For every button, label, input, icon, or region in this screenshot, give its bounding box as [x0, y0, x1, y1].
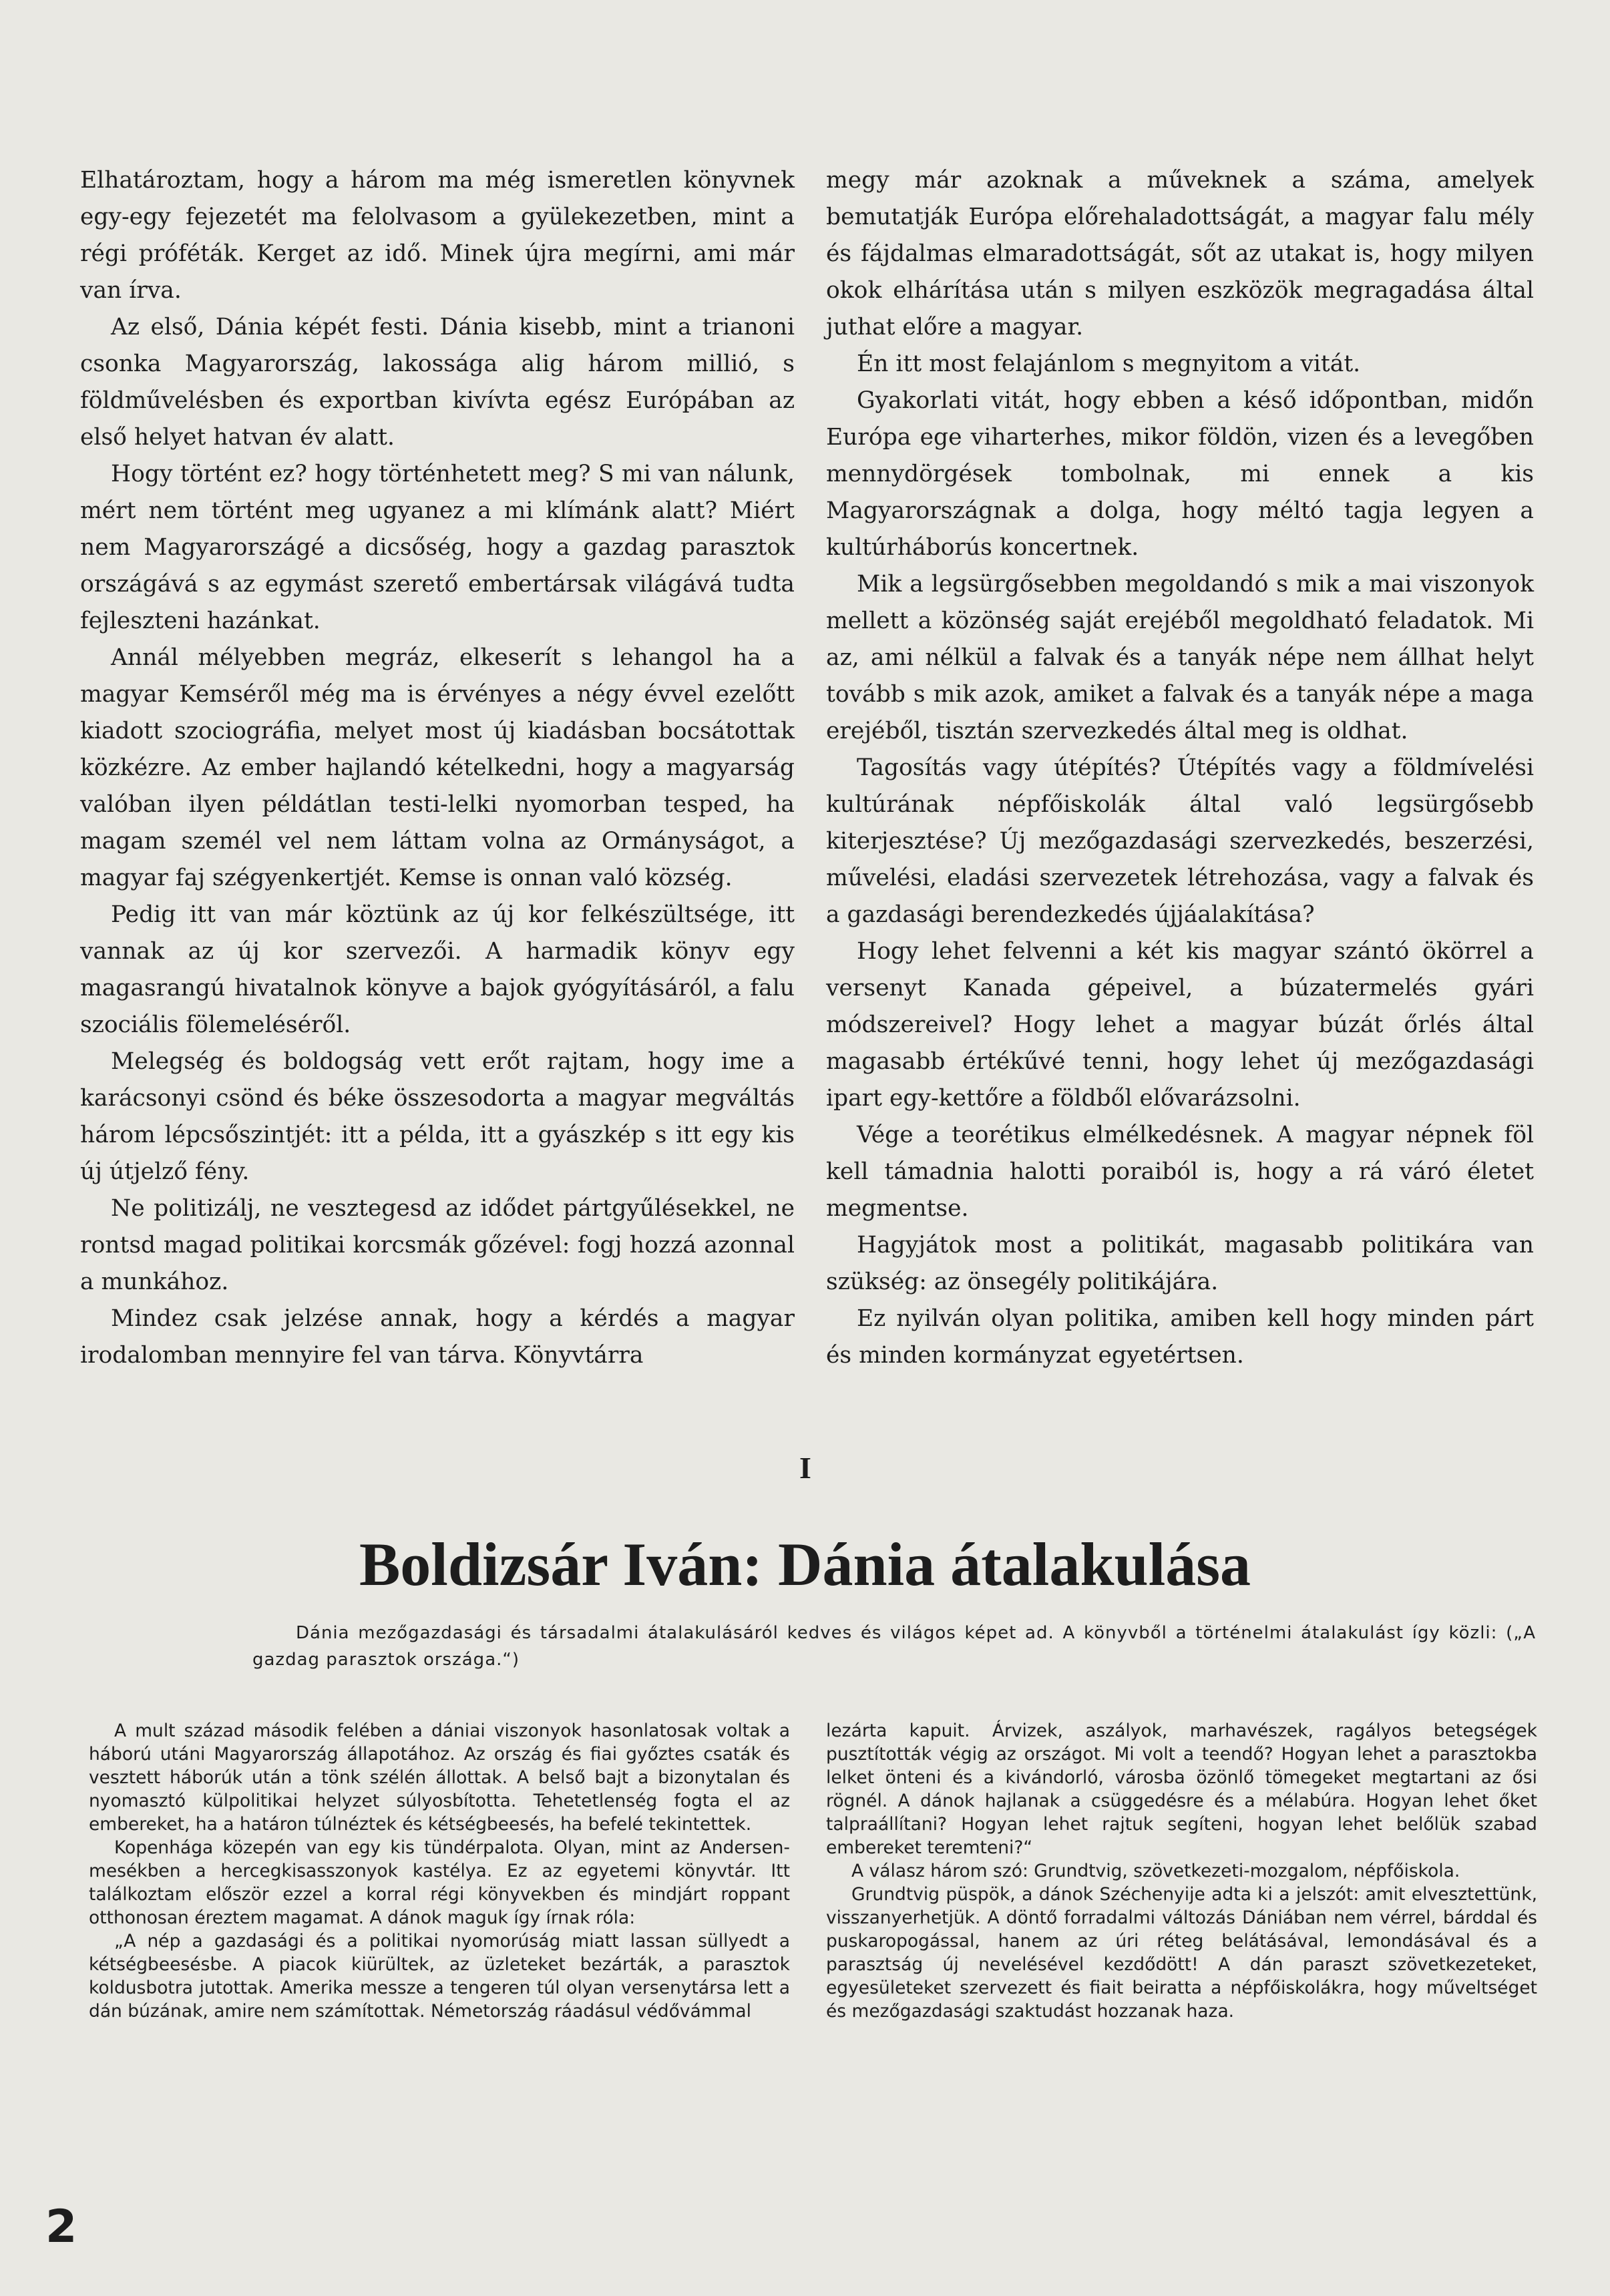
paragraph: Melegség és boldogság vett erőt rajtam, hogy ime a karácsonyi csönd és béke összesodorta a magyar megváltás három lépcsőszintjét: itt a példa, itt a gyászkép s itt egy kis új útjelző fény.: [80, 1048, 795, 1185]
article-lede: [252, 1620, 1536, 1673]
article-headline: Boldizsár Iván: Dánia átalakulása: [359, 1530, 1251, 1598]
paragraph: Mindez csak jelzése annak, hogy a kérdés a magyar irodalomban mennyire fel van tárva. Könyvtárra: [80, 1305, 795, 1369]
paragraph: Elhatároztam, hogy a három ma még ismeretlen könyvnek egy-egy fejezetét ma felolvasom a gyülekezetben, mint a régi próféták. Kerget az idő. Minek újra megírni, ami már van írva.: [80, 167, 795, 304]
paragraph: Az első, Dánia képét festi. Dánia kisebb, mint a trianoni csonka Magyarország, lakossága alig három millió, s földművelésben és exportban kivívta egész Európában az első helyet hatvan év alatt.: [80, 314, 795, 451]
bottom-left-column: [89, 1719, 790, 2023]
paragraph: Grundtvig püspök, a dánok Széchenyije adta ki a jelszót: amit elvesztettünk, visszanyerhetjük. A döntő forradalmi változás Dániában nem vérrel, bárddal és puskaropogással, hanem az úri réteg belátásával, lemondásával és a parasztság új nevelésével kezdődött! A dán paraszt szövetkezeteket, egyesületeket szervezett és fiait beiratta a népfőiskolákra, hogy műveltséget és mezőgazdasági szaktudást hozzanak haza.: [826, 1884, 1537, 2022]
paragraph: Ez nyilván olyan politika, amiben kell hogy minden párt és minden kormányzat egyetértsen.: [826, 1305, 1534, 1369]
bottom-right-column: [826, 1719, 1537, 2023]
paragraph: Mik a legsürgősebben megoldandó s mik a mai viszonyok mellett a közönség saját erejéből megoldható feladatok. Mi az, ami nélkül a falvak és a tanyák népe nem állhat helyt tovább s mik azok, amiket a falvak és a tanyák népe a maga erejéből, tisztán szervezkedés által meg is oldhat.: [826, 571, 1534, 744]
paragraph: A válasz három szó: Grundtvig, szövetkezeti-mozgalom, népfőiskola.: [851, 1861, 1460, 1881]
top-left-column: [80, 162, 795, 1374]
lede-text: Dánia mezőgazdasági és társadalmi átalakulásáról kedves és világos képet ad. A könyvből a történelmi átalakulást így közli: („A gazdag parasztok országa.“): [252, 1623, 1536, 1670]
paragraph: Hogy történt ez? hogy történhetett meg? S mi van nálunk, mért nem történt meg ugyanez a mi klímánk alatt? Miért nem Magyarországé a dicsőség, hogy a gazdag parasztok országává s az egymást szerető embertársak világává tudta fejleszteni hazánkat.: [80, 461, 795, 634]
paragraph: „A nép a gazdasági és a politikai nyomorúság miatt lassan süllyedt a kétségbeesésbe. A piacok kiürültek, az üzleteket bezárták, a parasztok koldusbotra jutottak. Amerika messze a tengeren túl olyan versenytársa lett a dán búzának, amire nem számítottak. Németország ráadásul védővámmal: [89, 1931, 790, 2022]
section-numeral: I: [799, 1451, 811, 1485]
paragraph: Annál mélyebben megráz, elkeserít s lehangol ha a magyar Kemséről még ma is érvényes a négy évvel ezelőtt kiadott szociográfia, melyet most új kiadásban bocsátottak közkézre. Az ember hajlandó kételkedni, hogy a magyarság valóban ilyen példátlan testi-lelki nyomorban tesped, ha magam személ vel nem láttam volna az Ormányságot, a magyar faj szégyenkertjét. Kemse is onnan való község.: [80, 644, 795, 891]
top-right-column: [826, 162, 1534, 1374]
page-number: 2: [45, 2201, 77, 2253]
paragraph: Hagyjátok most a politikát, magasabb politikára van szükség: az önsegély politikájára.: [826, 1232, 1534, 1295]
paragraph: Pedig itt van már köztünk az új kor felkészültsége, itt vannak az új kor szervezői. A harmadik könyv egy magasrangú hivatalnok könyve a bajok gyógyításáról, a falu szociális fölemeléséről.: [80, 901, 795, 1038]
paragraph: Ne politizálj, ne vesztegesd az idődet pártgyűlésekkel, ne rontsd magad politikai korcsmák gőzével: fogj hozzá azonnal a munkához.: [80, 1195, 795, 1295]
paragraph: Vége a teorétikus elmélkedésnek. A magyar népnek föl kell támadnia halotti poraiból is, hogy a rá váró életet megmentse.: [826, 1122, 1534, 1222]
paragraph: megy már azoknak a műveknek a száma, amelyek bemutatják Európa előrehaladottságát, a magyar falu mély és fájdalmas elmaradottságát, sőt az utakat is, hogy milyen okok elhárítása után s milyen eszközök megragadása által juthat előre a magyar.: [826, 167, 1534, 340]
paragraph: Gyakorlati vitát, hogy ebben a késő időpontban, midőn Európa ege viharterhes, mikor földön, vizen és a levegőben mennydörgések tombolnak, mi ennek a kis Magyarországnak a dolga, hogy méltó tagja legyen a kultúrháborús koncertnek.: [826, 387, 1534, 561]
paragraph: A mult század második felében a dániai viszonyok hasonlatosak voltak a háború utáni Magyarország állapotához. Az ország és fiai győztes csaták és vesztett háborúk után a tönk szélén állottak. A belső bajt a bizonytalan és nyomasztó külpolitikai helyzet súlyosbította. Tehetetlenség fogta el az embereket, ha a határon túlnéztek és kétségbeesés, ha befelé tekintettek.: [89, 1720, 790, 1835]
paragraph: Kopenhága közepén van egy kis tündérpalota. Olyan, mint az Andersen-mesékben a hercegkisasszonyok kastélya. Ez az egyetemi könyvtár. Itt találkoztam először ezzel a korral régi könyvekben és mindjárt roppant otthonosan éreztem magamat. A dánok maguk így írnak róla:: [89, 1837, 790, 1928]
paragraph: Én itt most felajánlom s megnyitom a vitát.: [857, 351, 1361, 377]
paragraph: Hogy lehet felvenni a két kis magyar szántó ökörrel a versenyt Kanada gépeivel, a búzatermelés gyári módszereivel? Hogy lehet a magyar búzát őrlés által magasabb értékűvé tenni, hogy lehet új mezőgazdasági ipart egy-kettőre a földből elővarázsolni.: [826, 938, 1534, 1112]
paragraph: Tagosítás vagy útépítés? Útépítés vagy a földmívelési kultúrának népfőiskolák által való legsürgősebb kiterjesztése? Új mezőgazdasági szervezkedés, beszerzési, művelési, eladási szervezetek létrehozása, vagy a falvak és a gazdasági berendezkedés újjáalakítása?: [826, 754, 1534, 928]
paragraph: lezárta kapuit. Árvizek, aszályok, marhavészek, ragályos betegségek pusztították végig az országot. Mi volt a teendő? Hogyan lehet a parasztokba lelket önteni és a kivándorló, városba özönlő tömegeket megtartani az ősi rögnél. A dánok hajlanak a csüggedésre és a mélabúra. Hogyan lehet őket talpraállítani? Hogyan lehet rajtuk segíteni, hogyan lehet belőlük szabad embereket teremteni?“: [826, 1720, 1537, 1858]
